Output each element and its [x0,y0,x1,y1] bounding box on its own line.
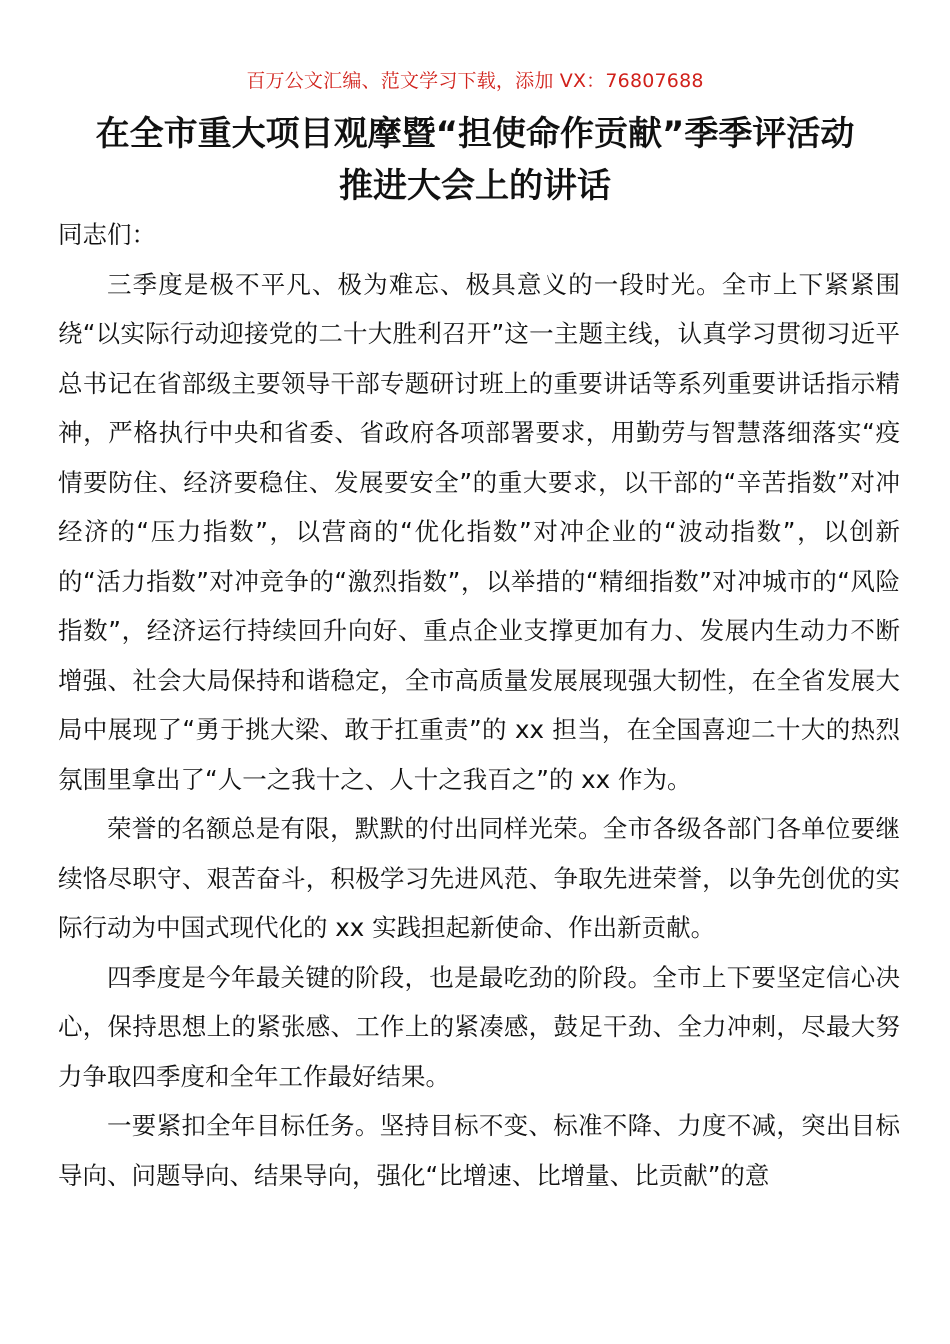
watermark-text: 百万公文汇编、范文学习下载，添加 VX：76807688 [246,70,704,92]
paragraph-4: 一要紧扣全年目标任务。坚持目标不变、标准不降、力度不减，突出目标导向、问题导向、结果导向，强化“比增速、比增量、比贡献”的意 [58,1111,900,1190]
document-title [40,108,910,212]
salutation: 同志们： [58,220,156,249]
title-line-1: 在全市重大项目观摩暨“担使命作贡献”季季评活动 [95,114,855,154]
paragraph-3: 四季度是今年最关键的阶段，也是最吃劲的阶段。全市上下要坚定信心决心，保持思想上的紧张感、工作上的紧凑感，鼓足干劲、全力冲刺，尽最大努力争取四季度和全年工作最好结果。 [58,962,900,1091]
title-line-2: 推进大会上的讲话 [339,166,611,206]
paragraph-1: 三季度是极不平凡、极为难忘、极具意义的一段时光。全市上下紧紧围绕“以实际行动迎接党的二十大胜利召开”这一主题主线，认真学习贯彻习近平总书记在省部级主要领导干部专题研讨班上的重要讲话等系列重要讲话指示精神，严格执行中央和省委、省政府各项部署要求，用勤劳与智慧落细落实“疫情要防住、经济要稳住、发展要安全”的重大要求，以干部的“辛苦指数”对冲经济的“压力指数”，以营商的“优化指数”对冲企业的“波动指数”，以创新的“活力指数”对冲竞争的“激烈指数”，以举措的“精细指数”对冲城市的“风险指数”，经济运行持续回升向好、重点企业支撑更加有力、发展内生动力不断增强、社会大局保持和谐稳定，全市高质量发展展现强大韧性，在全省发展大局中展现了“勇于挑大梁、敢于扛重责”的 xx 担当，在全国喜迎二十大的热烈氛围里拿出了“人一之我十之、人十之我百之”的 xx 作为。 [58,269,900,794]
document-body [58,210,900,1200]
paragraph-2: 荣誉的名额总是有限，默默的付出同样光荣。全市各级各部门各单位要继续恪尽职守、艰苦奋斗，积极学习先进风范、争取先进荣誉，以争先创优的实际行动为中国式现代化的 xx 实践担起新使命、作出新贡献。 [58,814,900,942]
